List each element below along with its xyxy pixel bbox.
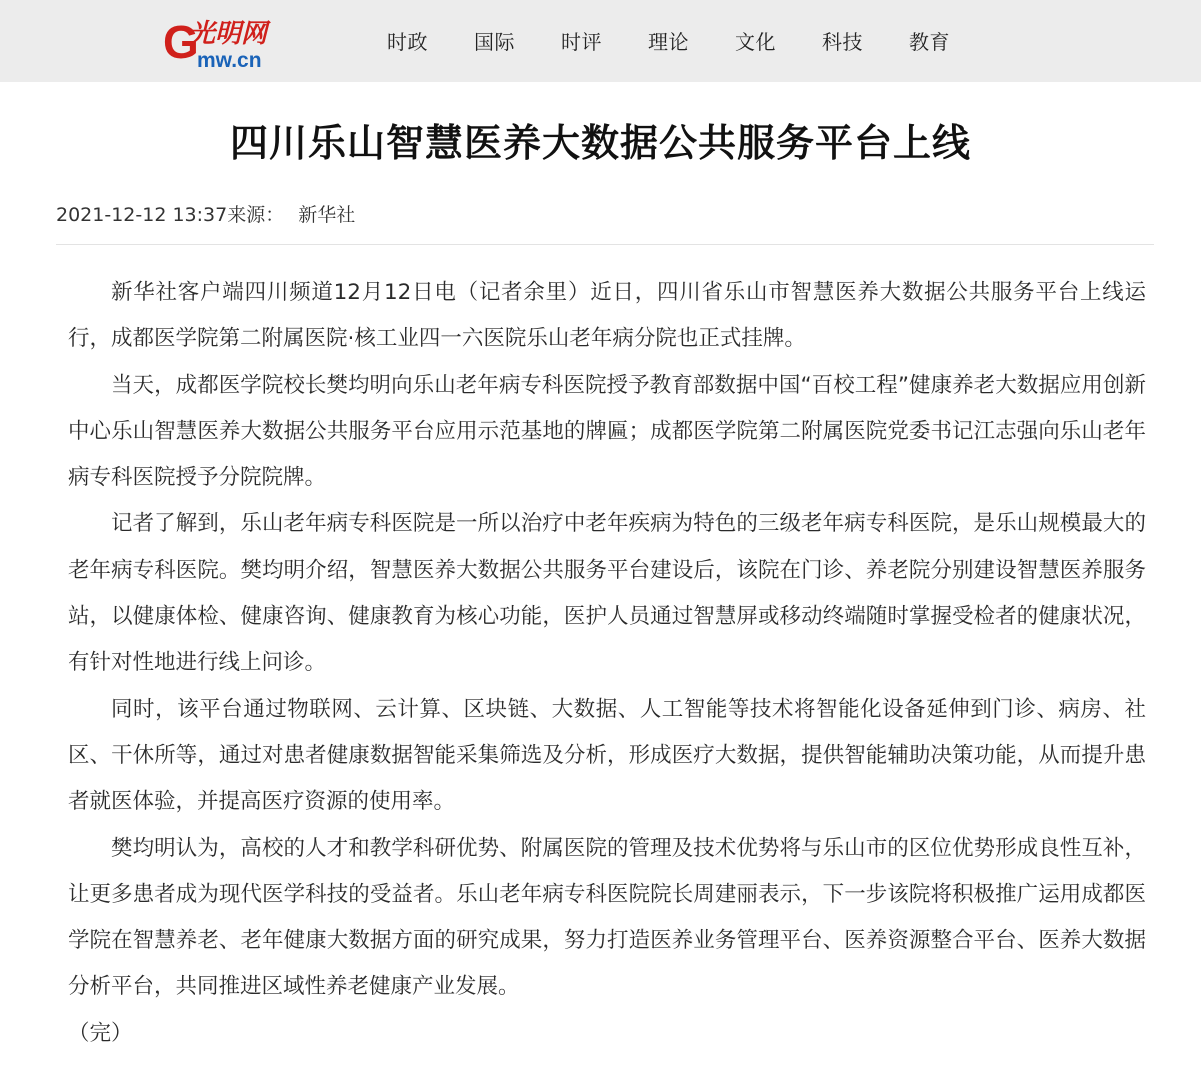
article-paragraph: 新华社客户端四川频道12月12日电（记者余里）近日，四川省乐山市智慧医养大数据公共服务平台上线运行，成都医学院第二附属医院·核工业四一六医院乐山老年病分院也正式挂牌。 [68, 280, 1146, 352]
source-name: 新华社 [298, 204, 356, 226]
nav-item-technology[interactable]: 科技 [822, 30, 863, 54]
publish-datetime: 2021-12-12 13:37 [56, 204, 228, 226]
gmw-logo-graphic [163, 14, 305, 72]
article-title: 四川乐山智慧医养大数据公共服务平台上线 [229, 121, 971, 165]
nav-item-education[interactable]: 教育 [909, 30, 950, 54]
logo-chinese-name: 光明网 [189, 19, 268, 49]
nav-item-politics[interactable]: 时政 [387, 30, 428, 54]
main-nav [387, 26, 996, 55]
article-paragraph: 樊均明认为，高校的人才和教学科研优势、附属医院的管理及技术优势将与乐山市的区位优势形成良性互补，让更多患者成为现代医学科技的受益者。乐山老年病专科医院院长周建丽表示，下一步该院将积极推广运用成都医学院在智慧养老、老年健康大数据方面的研究成果，努力打造医养业务管理平台、医养资源整合平台、医养大数据分析平台，共同推进区域性养老健康产业发展。 [68, 835, 1146, 1000]
gmw-logo[interactable] [163, 14, 305, 72]
article-body [68, 270, 1146, 1011]
logo-g-letter: G [163, 16, 199, 68]
article-paragraph: 同时，该平台通过物联网、云计算、区块链、大数据、人工智能等技术将智能化设备延伸到门诊、病房、社区、干休所等，通过对患者健康数据智能采集筛选及分析，形成医疗大数据，提供智能辅助决策功能，从而提升患者就医体验，并提高医疗资源的使用率。 [68, 696, 1146, 815]
logo-domain: mw.cn [197, 49, 262, 72]
source-label: 来源： [227, 204, 285, 226]
nav-item-international[interactable]: 国际 [474, 30, 515, 54]
article-end-mark: （完） [68, 1021, 133, 1046]
title-divider [56, 244, 1154, 245]
nav-item-culture[interactable]: 文化 [735, 30, 776, 54]
article-paragraph: 当天，成都医学院校长樊均明向乐山老年病专科医院授予教育部数据中国“百校工程”健康养老大数据应用创新中心乐山智慧医养大数据公共服务平台应用示范基地的牌匾；成都医学院第二附属医院党委书记江志强向乐山老年病专科医院授予分院院牌。 [68, 372, 1146, 491]
article-paragraph: 记者了解到，乐山老年病专科医院是一所以治疗中老年疾病为特色的三级老年病专科医院，是乐山规模最大的老年病专科医院。樊均明介绍，智慧医养大数据公共服务平台建设后，该院在门诊、养老院分别建设智慧医养服务站，以健康体检、健康咨询、健康教育为核心功能，医护人员通过智慧屏或移动终端随时掌握受检者的健康状况，有针对性地进行线上问诊。 [68, 511, 1146, 676]
article-meta [56, 200, 355, 227]
nav-item-commentary[interactable]: 时评 [561, 30, 602, 54]
nav-item-theory[interactable]: 理论 [648, 30, 689, 54]
top-navigation-bar [0, 0, 1201, 82]
